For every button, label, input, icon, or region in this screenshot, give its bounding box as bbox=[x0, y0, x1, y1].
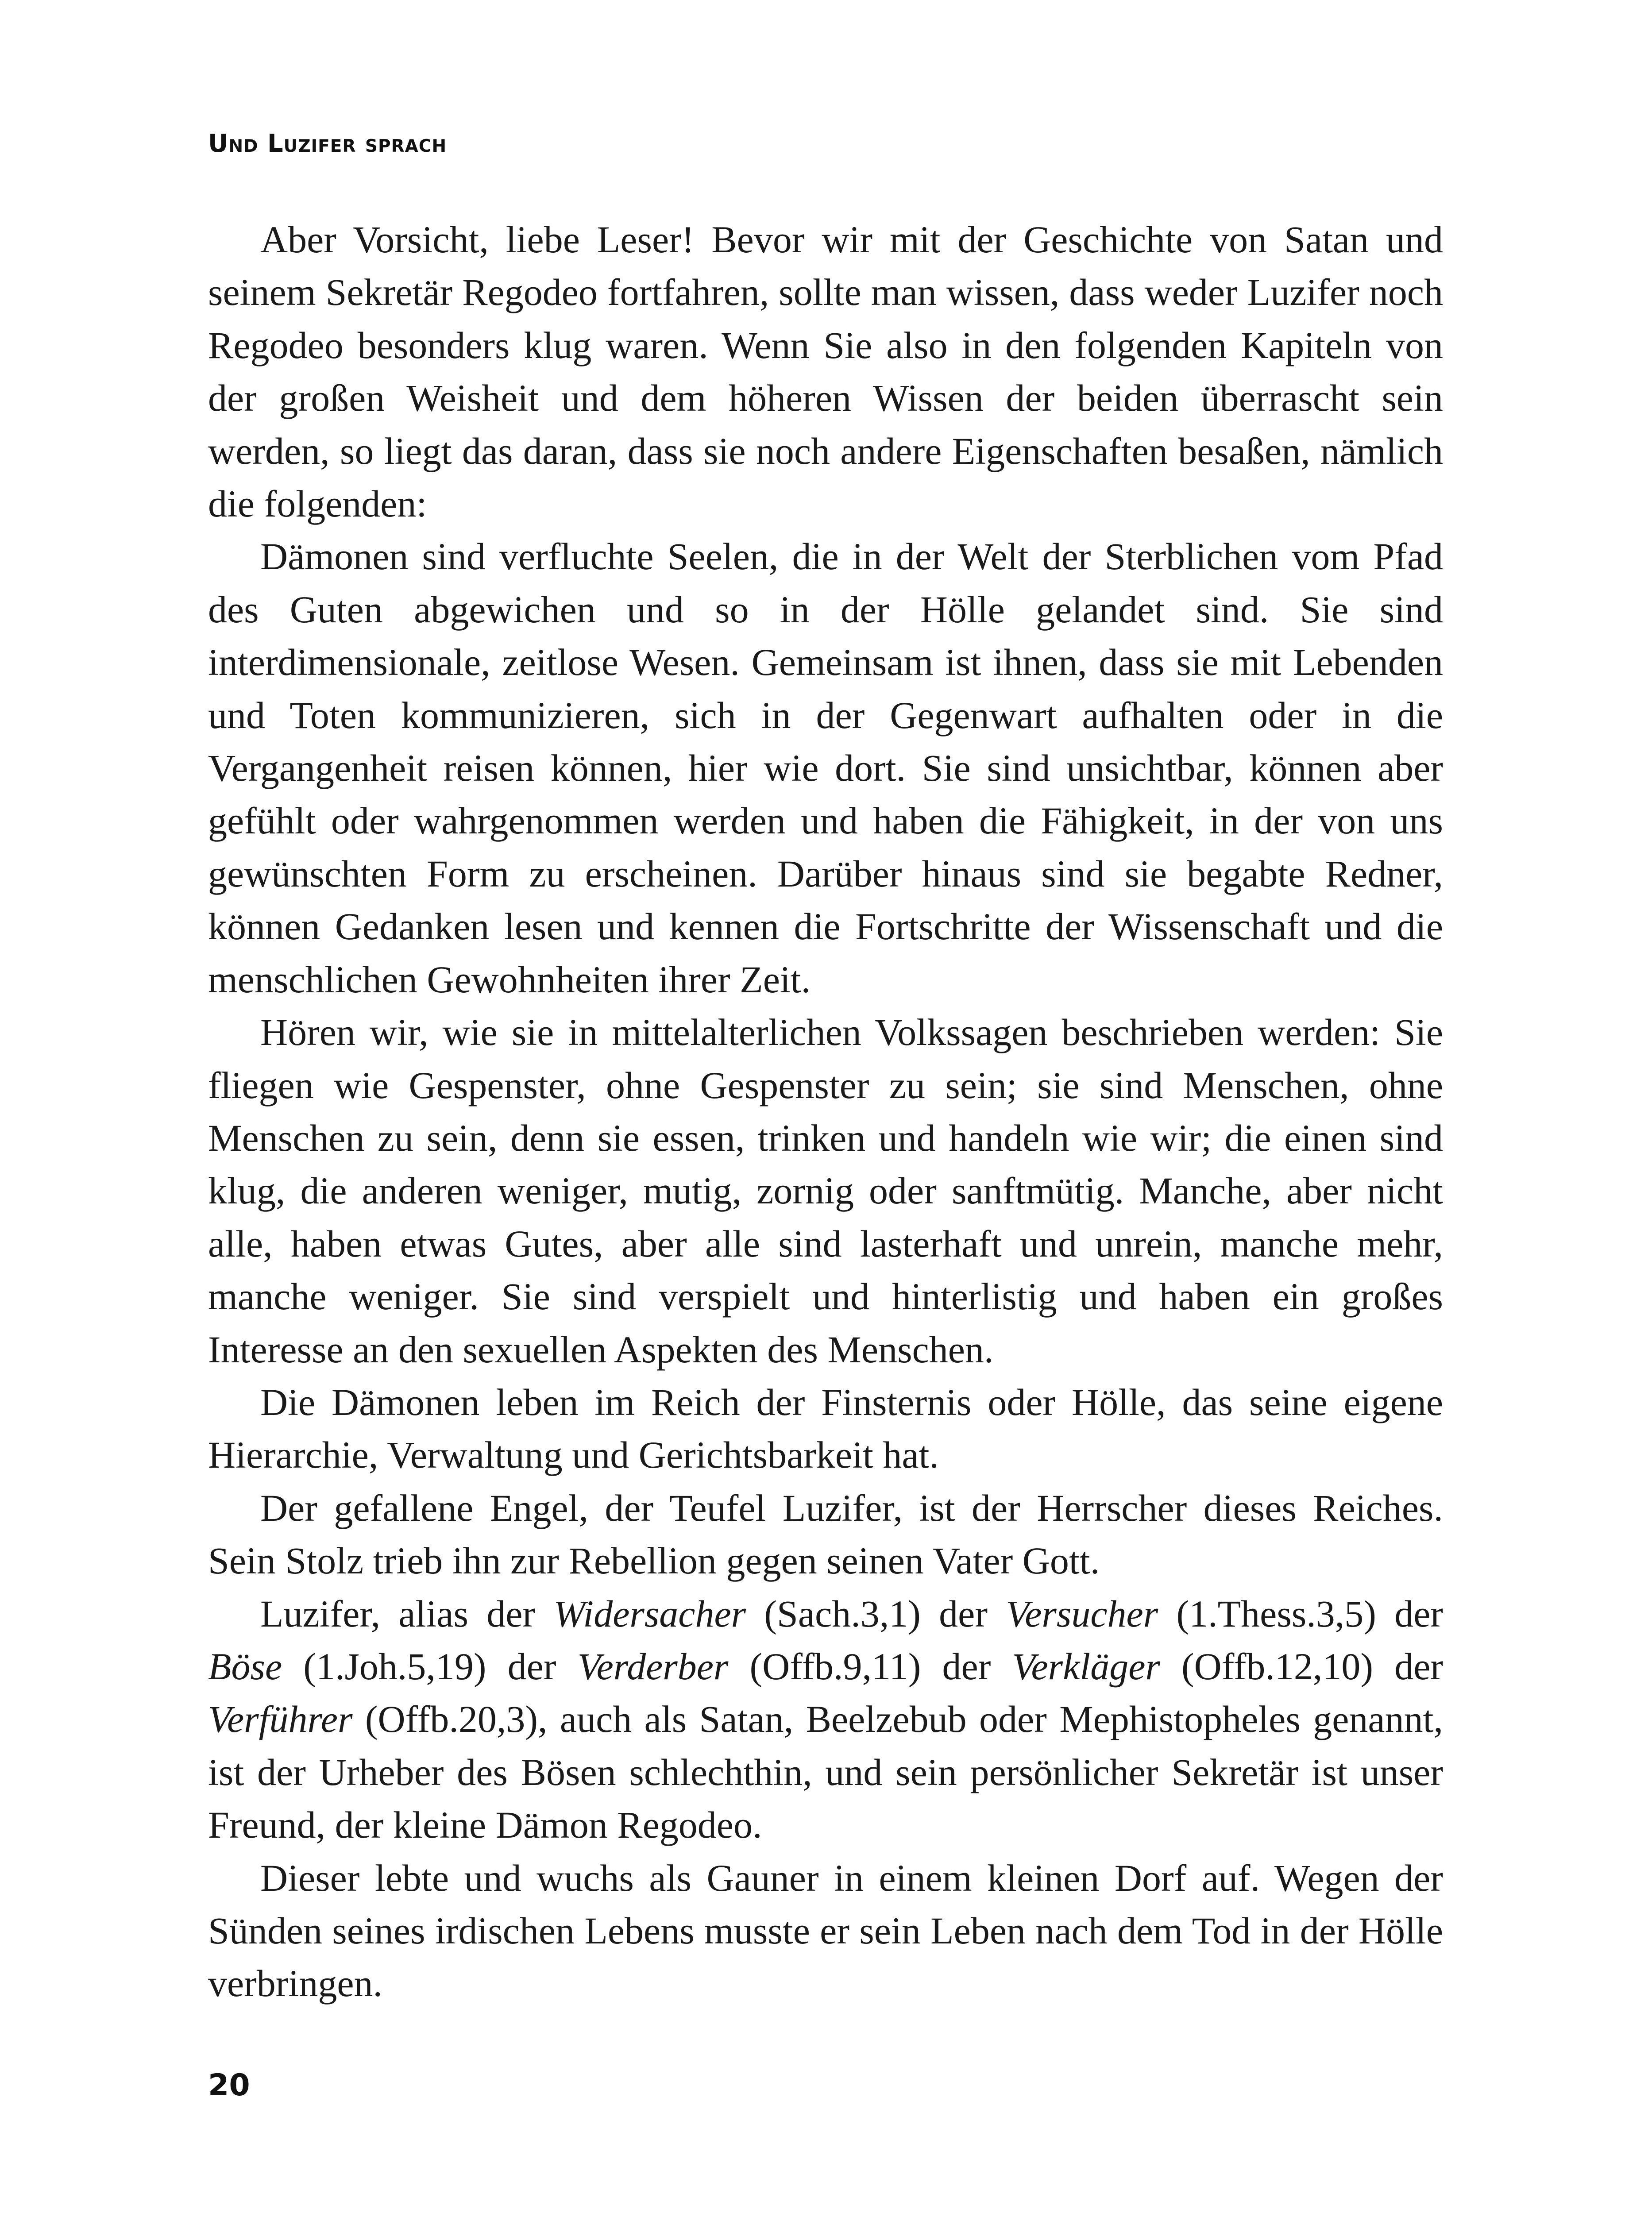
page-number: 20 bbox=[208, 2068, 250, 2103]
text-run: (Offb.20,3), auch als Satan, Beelzebub oder Mephistopheles genannt, ist der Urheber des Bösen schlechthin, und sein persönlicher Sekretär ist unser Freund, der kleine Dämon Regodeo. bbox=[208, 1698, 1443, 1847]
body-text bbox=[208, 213, 1443, 2010]
italic-term-widersacher: Widersacher bbox=[553, 1592, 746, 1635]
italic-term-verklaeger: Verkläger bbox=[1012, 1645, 1160, 1688]
italic-term-boese: Böse bbox=[208, 1645, 282, 1688]
paragraph-6 bbox=[208, 1588, 1443, 1852]
text-run: (Offb.9,11) der bbox=[728, 1645, 1012, 1688]
paragraph-1: Aber Vorsicht, liebe Leser! Bevor wir mit der Geschichte von Satan und seinem Sekretär Regodeo fortfahren, sollte man wissen, dass weder Luzifer noch Regodeo besonders klug waren. Wenn Sie also in den folgenden Kapiteln von der großen Weisheit und dem höheren Wissen der beiden überrascht sein werden, so liegt das daran, dass sie noch andere Eigenschaften besaßen, nämlich die folgenden: bbox=[208, 218, 1443, 525]
text-run: (1.Joh.5,19) der bbox=[282, 1645, 578, 1688]
text-run: (Offb.12,10) der bbox=[1160, 1645, 1444, 1688]
running-head: Und Luzifer sprach bbox=[208, 129, 447, 158]
paragraph-4: Die Dämonen leben im Reich der Finsternis oder Hölle, das seine eigene Hierarchie, Verwaltung und Gerichtsbarkeit hat. bbox=[208, 1380, 1443, 1477]
paragraph-7: Dieser lebte und wuchs als Gauner in einem kleinen Dorf auf. Wegen der Sünden seines irdischen Lebens musste er sein Leben nach dem Tod in der Hölle verbringen. bbox=[208, 1856, 1443, 2005]
paragraph-2: Dämonen sind verfluchte Seelen, die in der Welt der Sterblichen vom Pfad des Guten abgewichen und so in der Hölle gelandet sind. Sie sind interdimensionale, zeitlose Wesen. Gemeinsam ist ihnen, dass sie mit Lebenden und Toten kommunizieren, sich in der Gegenwart aufhalten oder in die Vergangenheit reisen können, hier wie dort. Sie sind unsichtbar, können aber gefühlt oder wahrgenommen werden und haben die Fähigkeit, in der von uns gewünschten Form zu erscheinen. Darüber hinaus sind sie begabte Redner, können Gedanken lesen und kennen die Fortschritte der Wissenschaft und die menschlichen Gewohnheiten ihrer Zeit. bbox=[208, 535, 1443, 1001]
italic-term-verderber: Verderber bbox=[577, 1645, 729, 1688]
italic-term-versucher: Versucher bbox=[1006, 1592, 1158, 1635]
text-run: Luzifer, alias der bbox=[260, 1592, 554, 1635]
text-run: (Sach.3,1) der bbox=[746, 1592, 1006, 1635]
italic-term-verfuehrer: Verführer bbox=[208, 1698, 353, 1741]
text-run: (1.Thess.3,5) der bbox=[1158, 1592, 1444, 1635]
paragraph-5: Der gefallene Engel, der Teufel Luzifer, ist der Herrscher dieses Reiches. Sein Stolz trieb ihn zur Rebellion gegen seinen Vater Gott. bbox=[208, 1486, 1443, 1582]
paragraph-3: Hören wir, wie sie in mittelalterlichen Volkssagen beschrieben werden: Sie fliegen wie Gespenster, ohne Gespenster zu sein; sie sind Menschen, ohne Menschen zu sein, denn sie essen, trinken und handeln wie wir; die einen sind klug, die anderen weniger, mutig, zornig oder sanftmütig. Manche, aber nicht alle, haben etwas Gutes, aber alle sind lasterhaft und unrein, manche mehr, manche weniger. Sie sind verspielt und hinterlistig und haben ein großes Interesse an den sexuellen Aspekten des Menschen. bbox=[208, 1011, 1443, 1371]
